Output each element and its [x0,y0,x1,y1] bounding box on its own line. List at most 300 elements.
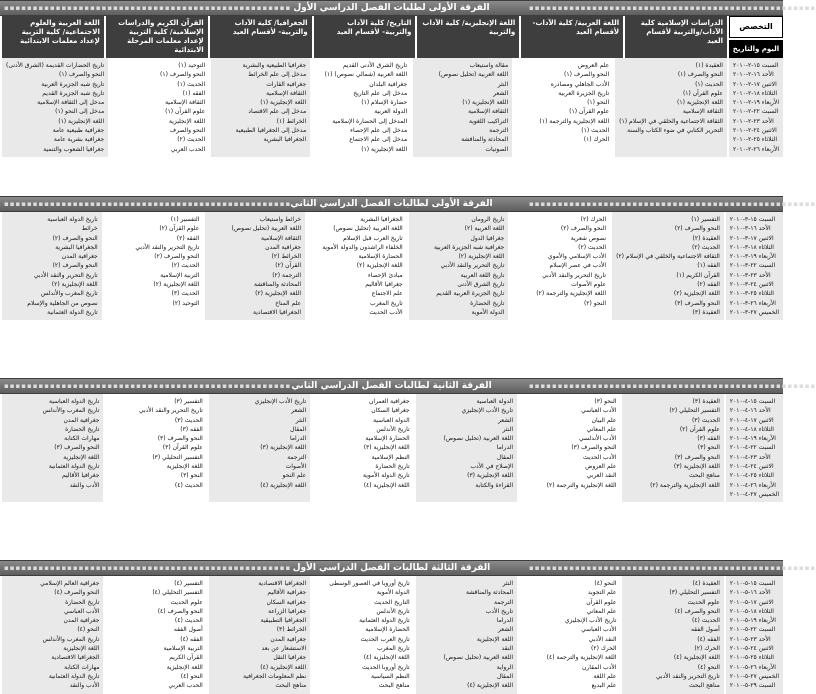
subject-entry: اللغة الإنجليزية (٢) [356,262,403,270]
subject-entry: اللغة الإنجليزية (٤) [363,654,410,662]
subject-entry: الجغرافيا الاقتصادية [253,308,302,316]
subject-entry: تاريخ الأندلس [376,607,410,615]
subject-column [108,58,209,157]
day-date: الأربعاء ٢٦-٥-٢٠١٠ [729,663,776,671]
subject-entry: جغرافيا الزراعة [268,607,307,615]
subject-entry: علم النحو [282,472,307,480]
subject-entry: الدراما [496,617,514,625]
subject-entry: النثر [295,416,307,424]
subject-entry: الأدب والنقد [69,682,100,690]
subject-entry: الأدب الإسلامي والأموي [547,253,607,261]
subject-entry: اللغة الإنجليزية (٤) [467,682,514,690]
subject-entry: علوم القرآن (٢) [159,225,200,233]
subject-entry: مدخل إلى الثقافة الإسلامية [37,99,105,107]
subject-entry: الثقافة الإسلامية [260,234,302,242]
subject-entry: علوم القرآن (١) [569,108,610,116]
subject-entry: تاريخ الدولة العباسية [48,398,100,405]
day-date: الخميس ٢٧-٣-٢٠١٠ [729,308,779,316]
subject-entry: النحو والصرف (٢) [674,225,720,233]
subject-entry: التاريخ الحديث [374,598,410,606]
subject-column [0,394,103,502]
subject-entry: علم البديع [591,682,617,690]
subject-entry: جغرافية العمران [369,398,410,405]
day-date: الأربعاء ٢٦-٢-٢٠١٠ [732,145,779,153]
subject-entry: الجغرافيا الاقتصادية [258,580,307,587]
subject-entry: التفسير التحليلي (٢) [669,407,720,415]
subject-column [512,58,613,157]
subject-entry: علوم الحديث [687,598,720,606]
banner-dots-right: ▪▪▪▪▪▪▪▪▪▪▪▪▪▪▪▪▪▪▪▪▪▪▪▪▪▪▪▪▪▪▪▪▪▪▪▪▪▪▪▪▪▪▪▪▪▪▪▪▪▪ [529,200,816,208]
schedule-section [0,378,816,560]
subject-entry: اللغة العربية (تحليل نصوص) [443,654,514,662]
subject-entry: الحديث (٣) [171,290,200,298]
subject-entry: النحو والصرف (٢) [154,253,200,261]
subject-entry: تاريخ العرب قبل الإسلام [343,234,403,242]
subject-entry: التوحيد (١) [178,62,206,69]
subject-entry: النحو (٢) [583,299,607,307]
subject-entry: التفسير التحليلي (٣) [669,589,720,597]
subject-entry: النثر [502,425,514,433]
subject-entry: اللغة الإنجليزية (٤) [260,481,307,489]
subject-entry: جغرافيا الأقاليم [62,472,100,480]
subject-entry: اللغة الإنجليزية (٢) [458,253,505,261]
column-header: اللغة العربية والعلوم الاجتماعية/ كلية التربية لإعداد معلمات الابتدائية [0,16,104,58]
subject-entry: اللغة الإنجليزية والترجمة (٢) [546,481,617,489]
subject-column [517,576,620,694]
subject-entry: جغرافية الأقاليم [267,589,307,597]
day-date: الأحد ٢٣-٤-٢٠١٠ [729,453,771,461]
column-header: الجغرافيا/ كلية الآداب والتربية- لأقسام العيد [208,16,312,58]
subject-entry: القرآن الكريم [169,654,203,662]
subject-entry: المقال [496,672,514,680]
subject-entry: النحو والصرف (٣) [674,299,720,307]
subject-entry: تاريخ المغرب والأندلس [40,290,98,298]
subject-entry: تاريخ التحرير والنقد الأدبي [135,243,200,251]
subject-entry: النحو والصرف (١) [59,71,105,79]
day-date: السبت ٢٢-٥-٢٠١٠ [729,626,776,634]
subject-entry: الحضارة الإسلامية [365,435,410,443]
section-title-banner [0,196,816,212]
subject-entry: علوم القرآن (١) [682,89,723,97]
subject-entry: الشعر [291,407,307,415]
day-date: الثلاثاء ٢٥-٥-٢٠١٠ [729,654,774,662]
subject-entry: تاريخ التحرير والنقد الأدبي [33,271,98,279]
subject-entry: جغرافيا الأقاليم [365,281,403,289]
subject-entry: الجغرافيا البشرية [55,243,98,251]
subject-entry: الثقافة الإسلامية [468,108,509,116]
subject-entry: اللغة العربية (٢) [464,225,505,233]
day-date: الأحد ٢٣-٣-٢٠١٠ [729,271,771,279]
subject-entry: علوم القرآن [586,598,617,606]
subject-column [508,212,610,320]
subject-entry: علم المناخ [275,299,302,307]
subject-entry: التفسير التحليلي (٣) [152,453,203,461]
subject-entry: تاريخ الشرق الأدنى القديم [342,62,408,69]
day-date: الأحد ١٦-٣-٢٠١٠ [729,225,771,233]
day-date: الأحد ٢٣-٢-٢٠١٠ [732,117,774,125]
day-date: الاثنين ٢٤-٥-٢٠١٠ [729,645,774,653]
subject-entry: العقيدة (٢) [692,234,720,242]
subject-entry: النحو والصرف (٢) [560,225,607,233]
subject-entry: النحو (٣) [180,472,203,480]
subject-entry: الثقافة الإسلامية [165,99,206,107]
subject-entry: الأدب الأندلسي [579,435,617,443]
day-date: السبت ١٥-٢-٢٠١٠ [732,62,779,69]
banner-dots-right: ▪▪▪▪▪▪▪▪▪▪▪▪▪▪▪▪▪▪▪▪▪▪▪▪▪▪▪▪▪▪▪▪▪▪▪▪▪▪▪▪▪▪▪▪▪▪▪▪▪▪ [529,4,816,12]
subject-entry: المحادثة والمناقشة [465,589,514,597]
subject-entry: علم الاجتماع [371,290,403,298]
day-date: الخميس ٢٧-٥-٢٠١٠ [729,672,779,680]
subject-entry: جغرافية القارات [266,80,307,88]
subject-entry: تاريخ شبه الجزيرة العربية [41,80,105,88]
subject-entry: اللغة الإنجليزية (٤) [673,654,720,662]
subject-entry: الفقه (٤) [180,635,203,643]
subject-entry: أصول الفقه [690,626,720,634]
subject-entry: النحو والصرف (٤) [54,589,100,597]
subject-entry: التحرير الكتابي في ضوء الكتاب والسنة [627,127,723,135]
subject-entry: النحو (١) [587,99,610,107]
subject-entry: اللغة الإنجليزية [166,663,203,671]
subject-entry: الحرك (٢) [694,645,720,653]
subject-column [0,58,108,157]
subject-entry: الحديث (٣) [691,416,720,424]
column-header: التاريخ/ كلية الآداب والتربية- لأقسام العيد [312,16,416,58]
subject-entry: المحادثة والمناقشة [253,281,302,289]
day-date: الثلاثاء ١٨-٢-٢٠١٠ [732,89,778,97]
subject-entry: مناهج البحث [275,682,307,690]
subject-entry: تاريخ الشرق الأدنى [457,281,505,289]
subject-entry: علم المعاني [586,425,617,433]
subject-entry: الإصلاح في الأدب [470,463,514,471]
day-date: الأربعاء ١٩-٥-٢٠١٠ [729,617,776,625]
section-body [0,58,783,157]
subject-entry: النحو والصرف (٣) [54,444,100,452]
subject-entry: تاريخ التحرير والنقد الأدبي [655,672,720,680]
subject-column [407,212,509,320]
subject-entry: النحو والصرف (١) [564,71,610,79]
subject-entry: النحو (٣) [697,444,720,452]
subject-entry: الدولة الأموية [471,308,505,316]
subject-entry: تاريخ التحرير والنقد الأدبي [138,407,203,415]
subject-column [310,576,413,694]
subject-entry: جغرافيا الشعوب والتنمية [43,145,105,153]
day-date: الأربعاء ١٩-٢-٢٠١٠ [732,99,779,107]
subject-entry: تاريخ الحضارة [65,598,100,606]
day-date: الاثنين ١٧-٣-٢٠١٠ [729,234,774,242]
subject-entry: الفقه (٢) [176,234,200,242]
subject-entry: النقد [501,645,514,653]
subject-entry: جغرافية بشرية عامة [53,136,105,144]
subject-entry: علوم الحديث [170,598,203,606]
subject-entry: تاريخ المغرب والأندلس [42,635,100,643]
subject-entry: الاستشعار عن بعد [261,645,307,653]
subject-entry: جغرافية المدن [265,243,302,251]
subject-entry: تاريخ المغرب والأندلس [42,407,100,415]
subject-entry: مبادئ الإحصاء [367,271,403,279]
subject-entry: خرائط واستيعاب [259,216,302,223]
subject-column [613,58,727,157]
subject-column [620,394,723,502]
section-body [0,394,783,502]
day-date: الثلاثاء ٢٥-٣-٢٠١٠ [729,290,774,298]
subject-entry: القرآن (٢) [275,262,302,270]
subject-entry: المقال [496,453,514,461]
subject-entry: النظم الإسلامية [371,453,410,461]
subject-entry: علوم القرآن (٢) [679,425,720,433]
subject-entry: خرائط [81,225,98,233]
day-date: السبت ٢٢-٢-٢٠١٠ [732,108,779,116]
subject-entry: اللغة الإنجليزية [63,453,100,461]
subject-entry: التفسير التحليلي (٤) [152,589,203,597]
subject-entry: اللغة الإنجليزية (٢) [255,290,302,298]
subject-entry: الفقه (٣) [697,435,720,443]
subject-entry: اللغة الإنجليزية (٢) [673,290,720,298]
subject-entry: النحو والصرف (٤) [674,607,720,615]
section-body [0,576,783,694]
subject-entry: النثر [502,580,514,587]
subject-entry: الشعر [497,626,514,634]
subject-entry: التفسير (٤) [174,580,203,587]
subject-entry: اللغة الإنجليزية [63,645,100,653]
subject-entry: الخرائط (٣) [276,626,307,634]
subject-entry: الخلفاء الراشدون والدولة الأموية [322,243,403,251]
subject-entry: النثر [497,80,509,88]
subject-entry: الحرك (٢) [580,216,607,223]
subject-column [209,58,310,157]
day-date: الأحد ٢٣-٥-٢٠١٠ [729,635,771,643]
day-date: السبت ٢٩-٥-٢٠١٠ [729,682,776,690]
subject-entry: مهارات الكتابة [64,435,100,443]
days-column [724,576,783,694]
subject-entry: الدراما [496,444,514,452]
subject-entry: الترجمة [494,598,514,606]
subject-entry: تاريخ الأدب الإنجليزي [254,398,307,405]
column-header: الدراسات الإسلامية كلية الآداب/والتربية لأقسام العيد [623,16,727,58]
days-column [724,394,783,502]
subject-column [310,58,411,157]
day-date: الأربعاء ١٩-٣-٢٠١٠ [729,253,776,261]
day-date: السبت ١٥-٣-٢٠١٠ [729,216,776,223]
subject-entry: اللغة العربية (تحليل نصوص) [231,225,302,233]
subject-entry: جغرافيا الدول [470,234,505,242]
subject-entry: الشعر [493,89,509,97]
day-date: الأحد ١٦-٥-٢٠١٠ [729,589,771,597]
subject-entry: الترجمة (٢) [272,271,302,279]
subject-entry: اللغة العربية (تحليل نصوص) [438,71,509,79]
day-date: السبت ١٥-٤-٢٠١٠ [729,398,776,405]
subject-entry: النحو والصرف (١) [160,71,206,79]
subject-entry: مدخل إلى الجغرافيا الطبيعية [235,127,307,135]
subject-entry: التفسير (١) [170,216,200,223]
subject-entry: اللغة العربية (شمالي نصوص) (١) [324,71,408,79]
subject-entry: تاريخ الأدب الإنجليزي [461,407,514,415]
subject-entry: تاريخ الأندلس [376,425,410,433]
subject-entry: مدخل إلى علم الإحصاء [350,127,408,135]
subject-entry: أصول الفقه [173,626,203,634]
subject-entry: الحديث (٢) [177,136,206,144]
subject-entry: علم العروض [577,62,610,69]
column-header: القرآن الكريم والدراسات الإسلامية/ كلية التربية لإعداد معلمات المرحلة الابتدائية [104,16,208,58]
subject-entry: جغرافية المدن [270,635,307,643]
subject-entry: الدراما [289,435,307,443]
subject-column [0,212,102,320]
subject-entry: الجغرافيا البشرية [263,136,307,144]
subject-entry: القراءة والكتابة [475,481,514,489]
subject-entry: الجغرافيا الاقتصادية [51,654,100,662]
subject-entry: اللغة الإنجليزية (٢) [153,281,200,289]
subject-entry: علوم الأصوات [571,281,607,289]
subject-entry: النحو (٤) [697,663,720,671]
subject-entry: تاريخ اللغة العربية [460,271,505,279]
day-date: السبت ٢٢-٣-٢٠١٠ [729,262,776,270]
subject-entry: الأدب في عصر الإسلام [549,262,607,270]
subject-entry: تاريخ الدولة الأموية [363,472,410,480]
subject-entry: الأدب الحديث [369,308,403,316]
day-date: الثلاثاء ١٨-٥-٢٠١٠ [729,607,774,615]
subject-entry: اللغة الإنجليزية (٢) [51,281,98,289]
subject-column [414,576,517,694]
subject-entry: الأدب المقارن [582,663,617,671]
subject-entry: الدولة العباسية [476,398,514,405]
subject-entry: تاريخ أوروبا الحديث [361,663,410,671]
subject-entry: الثقافة الاجتماعية والخلقي في الإسلام (١) [619,117,723,125]
section-title: الفرقة الثالثة لطالبات الفصل الدراسي الأول [292,563,491,573]
banner-dots-right: ▪▪▪▪▪▪▪▪▪▪▪▪▪▪▪▪▪▪▪▪▪▪▪▪▪▪▪▪▪▪▪▪▪▪▪▪▪▪▪▪▪▪▪▪▪▪▪▪▪▪ [529,382,816,390]
subject-entry: الحضارة الإسلامية [365,626,410,634]
day-date: الثلاثاء ١٨-٣-٢٠١٠ [729,243,774,251]
subject-entry: تاريخ أوروبا في العصور الوسطى [329,580,410,587]
day-date: الاثنين ٢٤-٣-٢٠١٠ [729,281,774,289]
subject-entry: اللغة الإنجليزية (٤) [260,663,307,671]
subject-entry: مناهج البحث [688,472,720,480]
subject-entry: مدخل إلى علم التاريخ [353,89,408,97]
day-date: الاثنين ٢٤-٢-٢٠١٠ [732,127,777,135]
subject-entry: العقيدة (١) [695,62,723,69]
subject-entry: اللغة الإنجليزية والترجمة (٢) [650,481,720,489]
subject-column [207,576,310,694]
day-date: السبت ١٥-٥-٢٠١٠ [729,580,776,587]
schedule-section [0,196,816,378]
subject-entry: التفسير (٣) [174,398,203,405]
subject-entry: علم العروض [585,463,617,471]
subject-entry: التوحيد (٢) [172,299,200,307]
section-title: الفرقة الثانية لطالبات الفصل الدراسي الثاني [291,381,492,391]
subject-entry: النحو (٤) [180,672,203,680]
subject-entry: جغرافية طبيعية عامة [52,127,105,135]
day-date: الاثنين ٢٤-٤-٢٠١٠ [729,463,774,471]
subject-entry: الأدب والنقد [69,481,100,489]
day-date: الاثنين ١٧-٥-٢٠١٠ [729,598,774,606]
subject-entry: النحو (٣) [594,398,617,405]
subject-entry: النظم السياسية [370,672,410,680]
subject-entry: الحديث (٣) [174,416,203,424]
subject-column [620,576,723,694]
day-date: الثلاثاء ٢٥-٢-٢٠١٠ [732,136,778,144]
subject-entry: الصوتيات [485,145,509,153]
subject-entry: الحرك (١) [583,136,610,144]
subject-entry: الفقه (٢) [697,281,720,289]
subject-entry: الترجمة [489,127,509,135]
subject-entry: اللغة الإنجليزية (٣) [467,472,514,480]
subject-entry: مناهج البحث [378,682,410,690]
subject-entry: الحرك (٢) [591,645,617,653]
subject-entry: تاريخ الحضارة [375,463,410,471]
subject-entry: مدخل إلى النحو (١) [55,108,105,116]
subject-column [103,576,206,694]
subject-entry: النحو والصرف (١) [677,71,723,79]
subject-entry: اللغة الإنجليزية [169,117,206,125]
subject-entry: تاريخ الدولة العثمانية [47,308,98,316]
day-date: الأربعاء ١٩-٤-٢٠١٠ [729,435,776,443]
subject-entry: الدولة الأموية [376,589,410,597]
subject-entry: علم التجويد [587,589,617,597]
subject-entry: النحو والصرف (٣) [674,453,720,461]
subject-entry: تاريخ الجزيرة العربية القديم [436,290,505,298]
subject-entry: النحو والصرف [169,127,206,135]
banner-dots-left: ▪▪▪▪▪▪▪▪▪▪▪▪▪▪▪▪▪▪▪▪▪▪▪▪▪▪▪▪▪▪▪▪▪▪▪▪▪▪▪▪▪▪▪▪▪▪▪▪▪▪ [4,564,292,572]
specialization-header [727,16,783,58]
subject-entry: الحديث (١) [695,80,723,88]
banner-dots-left: ▪▪▪▪▪▪▪▪▪▪▪▪▪▪▪▪▪▪▪▪▪▪▪▪▪▪▪▪▪▪▪▪▪▪▪▪▪▪▪▪▪▪▪▪▪▪▪▪▪▪ [4,382,292,390]
subject-entry: تاريخ المغرب [370,299,403,307]
subject-entry: الحضارة الإسلامية [358,253,403,261]
schedule-section [0,0,816,196]
subject-entry: تاريخ الحضارات القديمة (الشرق الأدنى) [6,62,105,69]
subject-entry: اللغة الإنجليزية (٤) [363,481,410,489]
subject-entry: العقيدة (٤) [692,580,720,587]
subject-entry: اللغة الإنجليزية والترجمة (٤) [546,654,617,662]
subject-entry: مدخل إلى علم الاقتصاد [248,108,307,116]
subject-entry: النحو (٤) [594,580,617,587]
subject-entry: اللغة الإنجليزية (٣) [260,444,307,452]
subject-entry: الحديث (٢) [171,262,200,270]
subject-entry: تاريخ الدولة العثمانية [48,672,100,680]
subject-entry: جغرافية السكان [266,598,307,606]
subject-column [305,212,407,320]
subject-entry: النحو والصرف (٢) [52,234,98,242]
day-date: الثلاثاء ٢٥-٤-٢٠١٠ [729,472,774,480]
subject-entry: حضارة الإسلام (١) [361,99,408,107]
subject-entry: مهارات الكتابة [64,663,100,671]
subject-entry: الدولة العربية [374,108,408,116]
subject-entry: تاريخ الرومان [471,216,505,223]
subject-entry: جغرافيا السكان [371,407,410,415]
days-column [724,212,783,320]
subject-entry: اللغة الإنجليزية والترجمة (١) [539,117,610,125]
subject-column [207,394,310,502]
subject-column [0,576,103,694]
subject-entry: نصوص من الجاهلية والإسلام [27,299,98,307]
day-date: الأحد ١٦-٤-٢٠١٠ [729,407,771,415]
subject-entry: العقيدة (٣) [692,308,720,316]
subject-entry: اللغة الإنجليزية (١) [677,99,723,107]
subject-entry: جغرافية المدن [63,617,100,625]
subject-entry: التربية الإسلامية [163,645,203,653]
subject-entry: الفقه (١) [182,89,206,97]
section-title: الفرقة الأولى لطلبات الفصل الدراسي الأول [293,3,490,13]
subject-entry: التراكيب اللغوية [469,117,509,125]
banner-dots-left: ▪▪▪▪▪▪▪▪▪▪▪▪▪▪▪▪▪▪▪▪▪▪▪▪▪▪▪▪▪▪▪▪▪▪▪▪▪▪▪▪▪▪▪▪▪▪▪▪▪▪ [4,4,292,12]
subject-entry: الحديث (١) [581,127,610,135]
subject-entry: اللغة الإنجليزية (١) [58,117,105,125]
subject-entry: اللغة الإنجليزية (٣) [673,463,720,471]
subject-entry: الحديث (١) [177,80,206,88]
subject-entry: الفقه (٣) [180,425,203,433]
subject-entry: الأدب العباسي [581,407,617,415]
subject-entry: الفقه (٤) [697,635,720,643]
subject-entry: علم المعاني [586,607,617,615]
subject-entry: الخرائط (١) [276,117,307,125]
